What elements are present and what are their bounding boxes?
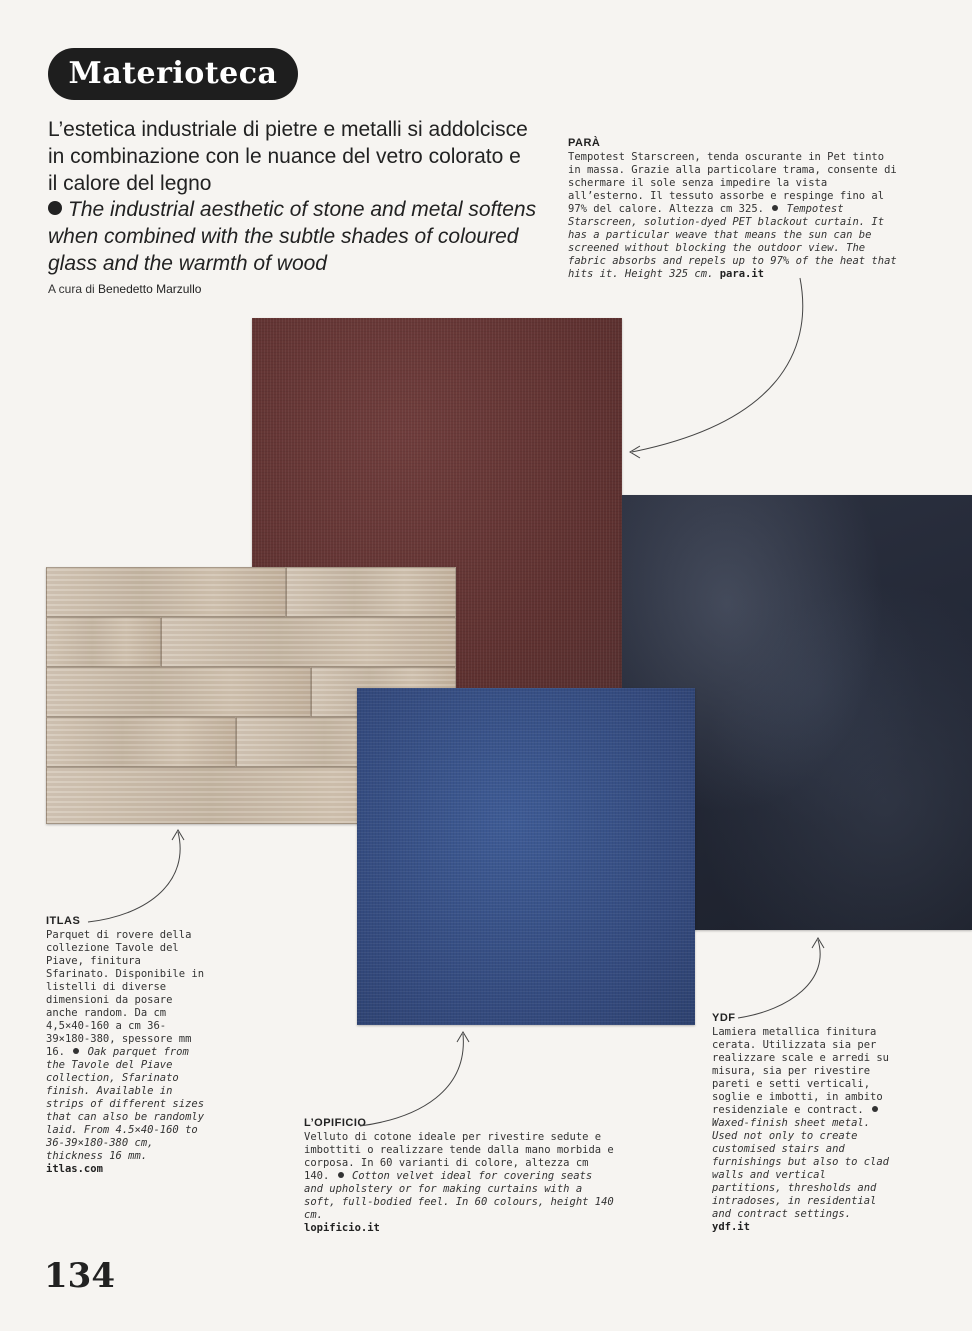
parquet-plank — [161, 617, 456, 667]
parquet-plank — [286, 567, 456, 617]
credit-line — [48, 282, 201, 296]
credit-author: Benedetto Marzullo — [98, 282, 202, 296]
parquet-plank — [46, 617, 161, 667]
ydf-url[interactable]: ydf.it — [712, 1221, 750, 1233]
ydf-text-it: Lamiera metallica finitura cerata. Utilizzata sia per realizzare scale e arredi su misura, sia per rivestire pareti e setti verticali, soglie e imbotti, in ambito residenziale e contract. — [712, 1026, 890, 1116]
itlas-brand: ITLAS — [46, 915, 81, 927]
lopificio-caption — [304, 1117, 614, 1235]
lopificio-brand: L’OPIFICIO — [304, 1117, 367, 1129]
parquet-plank — [46, 567, 286, 617]
lead-italian: L’estetica industriale di pietre e metalli si addolcisce in combinazione con le nuance del vetro colorato e il calore del legno — [48, 118, 528, 195]
credit-prefix: A cura di — [48, 282, 95, 296]
section-title-badge: Materioteca — [48, 48, 298, 100]
para-brand: PARÀ — [568, 137, 601, 149]
lopificio-velvet-swatch — [357, 688, 695, 1025]
ydf-caption — [712, 1012, 892, 1234]
bullet-icon — [73, 1048, 79, 1054]
para-url[interactable]: para.it — [719, 268, 764, 280]
para-caption — [568, 137, 900, 281]
parquet-plank — [46, 717, 236, 767]
lead-english-text: The industrial aesthetic of stone and metal softens when combined with the subtle shades of coloured glass and the warmth of wood — [48, 198, 537, 275]
para-arrow-icon — [632, 278, 803, 452]
para-text-en: Tempotest Starscreen, solution-dyed PET blackout curtain. It has a particular weave that means the sun can be screened without blocking the outdoor view. The fabric absorbs and repels up to 97% of the heat that hits it. Height 325 cm. — [568, 203, 897, 280]
bullet-icon — [872, 1106, 878, 1112]
ydf-arrow-icon — [738, 940, 820, 1018]
lopificio-arrow-icon — [360, 1034, 463, 1126]
lopificio-url[interactable]: lopificio.it — [304, 1222, 380, 1234]
page-number: 134 — [44, 1256, 115, 1296]
itlas-url[interactable]: itlas.com — [46, 1163, 103, 1175]
itlas-text-en: Oak parquet from the Tavole del Piave collection, Sfarinato finish. Available in strips of different sizes that can also be randomly laid. From 4.5×40-160 to 36-39×180-380 cm, thickness 16 mm. — [46, 1046, 205, 1162]
bullet-icon — [48, 201, 62, 215]
itlas-caption — [46, 915, 206, 1176]
ydf-text-en: Waxed-finish sheet metal. Used not only to create customised stairs and furnishings but also to clad walls and vertical partitions, thresholds and intradoses, in residential and contract settings. — [712, 1117, 890, 1220]
lopificio-text-en: Cotton velvet ideal for covering seats and upholstery or for making curtains with a soft, full-bodied feel. In 60 colours, height 140 cm. — [304, 1170, 614, 1221]
parquet-plank — [46, 667, 311, 717]
itlas-arrow-icon — [88, 832, 180, 922]
para-text-it: Tempotest Starscreen, tenda oscurante in Pet tinto in massa. Grazie alla particolare trama, consente di schermare il sole senza impedire la vista all’esterno. Il tessuto assorbe e respinge fino al 97% del calore. Altezza cm 325. — [568, 151, 897, 215]
lopificio-text-it: Velluto di cotone ideale per rivestire sedute e imbottiti o realizzare tende dalla mano morbida e corposa. In 60 varianti di colore, altezza cm 140. — [304, 1131, 614, 1182]
lead-english — [48, 196, 538, 277]
ydf-brand: YDF — [712, 1012, 736, 1024]
itlas-text-it: Parquet di rovere della collezione Tavole del Piave, finitura Sfarinato. Disponibile in listelli di diverse dimensioni da posare anche random. Da cm 4,5×40-160 a cm 36-39×180-380, spessore mm 16. — [46, 929, 205, 1058]
bullet-icon — [338, 1172, 344, 1178]
bullet-icon — [772, 205, 778, 211]
